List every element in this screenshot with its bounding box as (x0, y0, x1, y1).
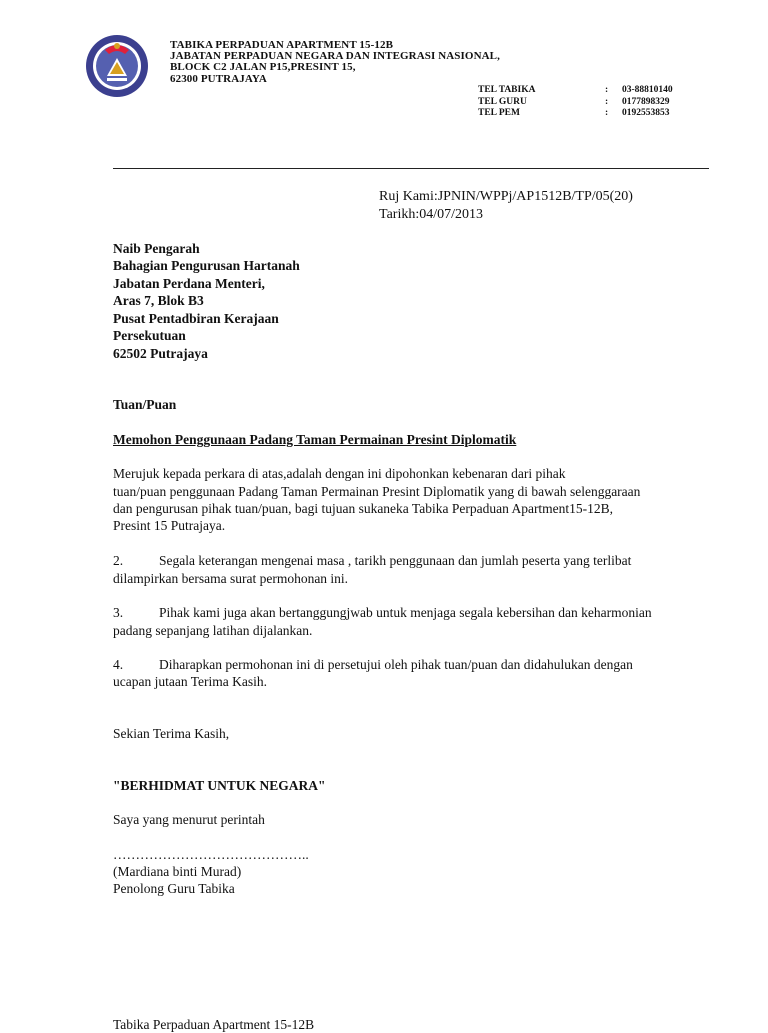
contact-label-tabika: TEL TABIKA (478, 85, 536, 95)
recipient-line: 62502 Putrajaya (113, 346, 208, 361)
signer-name: (Mardiana binti Murad) (113, 864, 242, 879)
para4-line: ucapan jutaan Terima Kasih. (113, 674, 267, 689)
para2-text: Segala keterangan mengenai masa , tarikh penggunaan dan jumlah peserta yang terlibat (159, 553, 632, 568)
contact-value-pem: 0192553853 (622, 108, 670, 118)
signature-line: …………………………………….. (113, 847, 309, 862)
contact-sep: : (605, 85, 609, 95)
recipient-line: Jabatan Perdana Menteri, (113, 276, 265, 291)
salutation: Tuan/Puan (113, 397, 177, 412)
reference-number: Ruj Kami:JPNIN/WPPj/AP1512B/TP/05(20) (379, 189, 633, 204)
contact-sep: : (605, 97, 609, 107)
contact-label-guru: TEL GURU (478, 97, 527, 107)
recipient-line: Bahagian Pengurusan Hartanah (113, 258, 300, 273)
closing: Sekian Terima Kasih, (113, 726, 230, 741)
tabika-logo (85, 34, 149, 98)
letter-subject: Memohon Penggunaan Padang Taman Permainan Presint Diplomatik (113, 432, 517, 447)
org-name: TABIKA PERPADUAN APARTMENT 15-12B (170, 39, 394, 51)
footer-text: Tabika Perpaduan Apartment 15-12B (113, 1017, 315, 1032)
para2-line: dilampirkan bersama surat permohonan ini. (113, 571, 349, 586)
para4-first-line (113, 656, 633, 673)
org-department: JABATAN PERPADUAN NEGARA DAN INTEGRASI NASIONAL, (170, 50, 500, 62)
recipient-line: Aras 7, Blok B3 (113, 293, 204, 308)
contact-value-guru: 0177898329 (622, 97, 670, 107)
motto: "BERHIDMAT UNTUK NEGARA" (113, 778, 326, 793)
para3-text: Pihak kami juga akan bertanggungjwab untuk menjaga segala kebersihan dan keharmonian (159, 605, 652, 620)
para2-number: 2. (113, 553, 124, 568)
para3-line: padang sepanjang latihan dijalankan. (113, 623, 313, 638)
para1-line: Presint 15 Putrajaya. (113, 518, 226, 533)
header-divider (113, 168, 709, 169)
recipient-line: Naib Pengarah (113, 241, 200, 256)
org-postcode: 62300 PUTRAJAYA (170, 73, 267, 85)
para1-line: Merujuk kepada perkara di atas,adalah dengan ini dipohonkan kebenaran dari pihak (113, 466, 566, 481)
letter-date: Tarikh:04/07/2013 (379, 207, 484, 222)
contact-sep: : (605, 108, 609, 118)
contact-value-tabika: 03-88810140 (622, 85, 673, 95)
para4-text: Diharapkan permohonan ini di persetujui oleh pihak tuan/puan dan didahulukan dengan (159, 657, 633, 672)
recipient-line: Pusat Pentadbiran Kerajaan (113, 311, 279, 326)
para4-number: 4. (113, 657, 124, 672)
saya-line: Saya yang menurut perintah (113, 812, 265, 827)
para1-line: dan pengurusan pihak tuan/puan, bagi tujuan sukaneka Tabika Perpaduan Apartment15-12B, (113, 501, 614, 516)
para2-first-line (113, 552, 631, 569)
para3-number: 3. (113, 605, 124, 620)
signer-title: Penolong Guru Tabika (113, 881, 235, 896)
org-address-line: BLOCK C2 JALAN P15,PRESINT 15, (170, 61, 356, 73)
para3-first-line (113, 604, 652, 621)
para1-line: tuan/puan penggunaan Padang Taman Permainan Presint Diplomatik yang di bawah selenggaraan (113, 484, 641, 499)
contact-label-pem: TEL PEM (478, 108, 520, 118)
recipient-line: Persekutuan (113, 328, 186, 343)
